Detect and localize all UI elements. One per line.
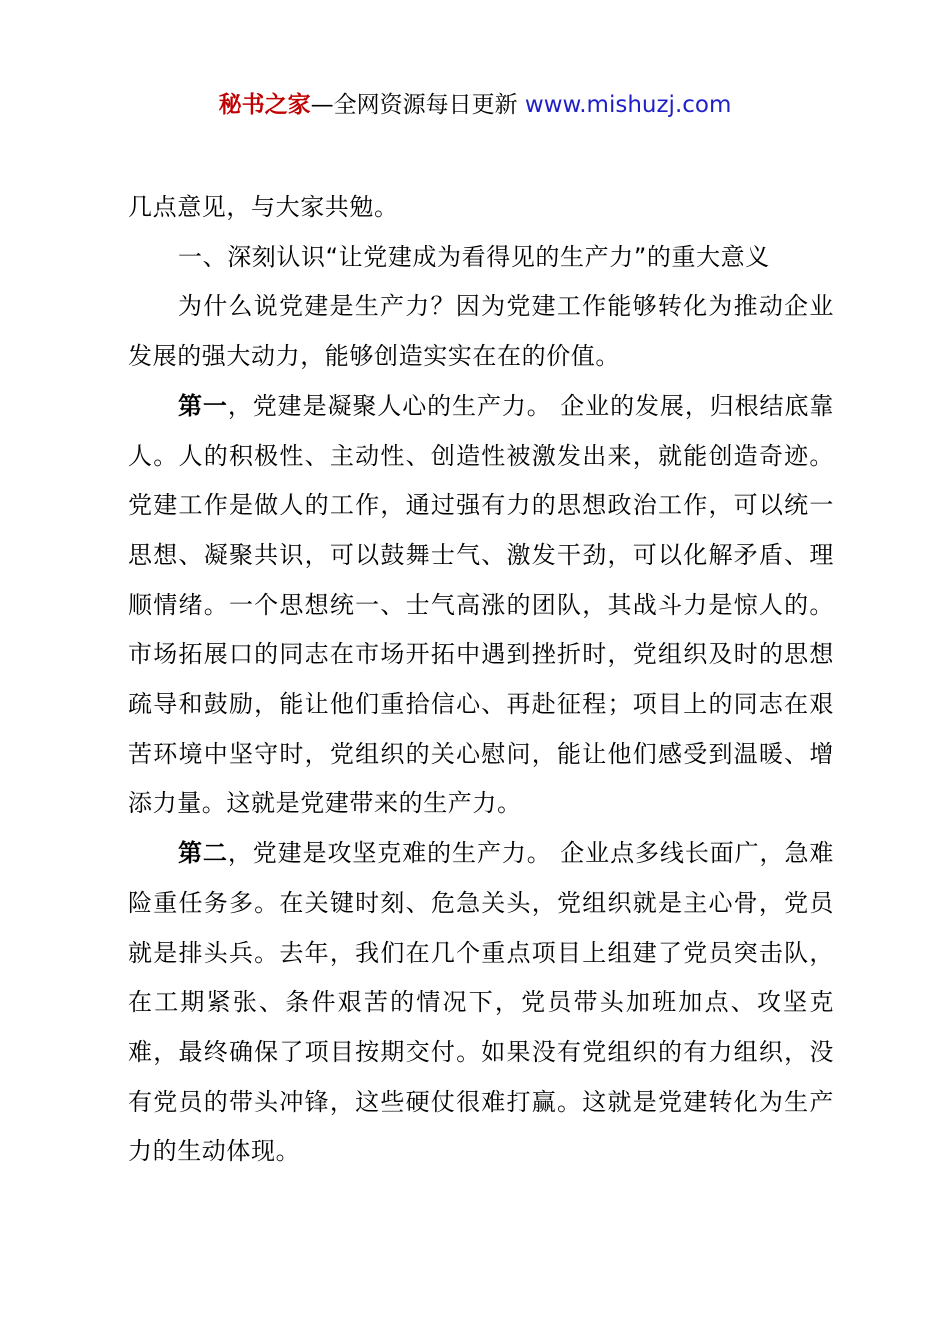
site-url-link[interactable]: www.mishuzj.com (524, 92, 732, 118)
document-body (128, 183, 834, 1177)
first-point-body: ，党建是凝聚人心的生产力。 企业的发展，归根结底靠人。人的积极性、主动性、创造性被激发出来，就能创造奇迹。党建工作是做人的工作，通过强有力的思想政治工作，可以统一思想、凝聚共识，可以鼓舞士气、激发干劲，可以化解矛盾、理顺情绪。一个思想统一、士气高涨的团队，其战斗力是惊人的。市场拓展口的同志在市场开拓中遇到挫折时，党组织及时的思想疏导和鼓励，能让他们重拾信心、再赴征程；项目上的同志在艰苦环境中坚守时，党组织的关心慰问，能让他们感受到温暖、增添力量。这就是党建带来的生产力。 (128, 391, 834, 818)
page-header (0, 88, 950, 122)
first-point-lead: 第一 (178, 391, 228, 420)
section-heading: 一、深刻认识“让党建成为看得见的生产力”的重大意义 (178, 242, 770, 271)
paragraph-second-point (128, 829, 834, 1177)
paragraph-first-point (128, 382, 834, 829)
site-brand: 秘书之家 (218, 92, 311, 118)
site-tagline: —全网资源每日更新 (310, 92, 525, 118)
paragraph-continuation: 几点意见，与大家共勉。 (128, 193, 399, 221)
second-point-lead: 第二 (178, 839, 228, 868)
second-point-body: ，党建是攻坚克难的生产力。 企业点多线长面广，急难险重任务多。在关键时刻、危急关头，党组织就是主心骨，党员就是排头兵。去年，我们在几个重点项目上组建了党员突击队，在工期紧张、条件艰苦的情况下，党员带头加班加点、攻坚克难，最终确保了项目按期交付。如果没有党组织的有力组织，没有党员的带头冲锋，这些硬仗很难打赢。这就是党建转化为生产力的生动体现。 (128, 839, 834, 1166)
paragraph-intro: 为什么说党建是生产力？因为党建工作能够转化为推动企业发展的强大动力，能够创造实实在在的价值。 (128, 292, 834, 371)
